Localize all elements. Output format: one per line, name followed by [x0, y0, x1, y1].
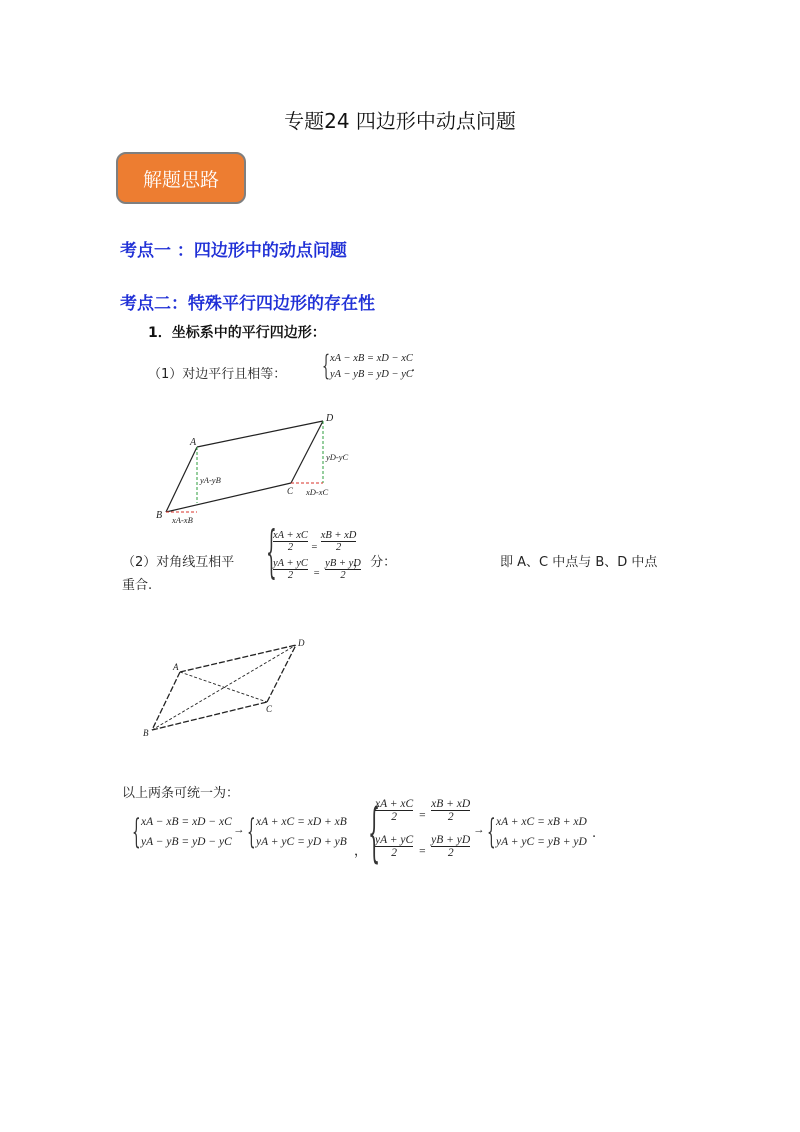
label-d: D: [298, 638, 305, 648]
label-c: C: [266, 704, 273, 714]
label-b: B: [143, 728, 149, 738]
case1-period: .: [411, 360, 416, 375]
case1-equation-system: [322, 349, 422, 386]
diagonal-ac: [180, 672, 267, 702]
section-1-heading: 1．坐标系中的平行四边形：: [148, 325, 326, 341]
solution-idea-badge: 解题思路: [116, 152, 246, 204]
summary-eq1a: xA − xB = xD − xC: [141, 816, 232, 828]
summary-eq1b: xA + xC = xD + xB: [256, 816, 347, 828]
case2-right-text: 即 A、C 中点与 B、D 中点: [500, 555, 658, 570]
case2-equation-system: [266, 520, 361, 590]
page-title: 专题24 四边形中动点问题: [284, 109, 516, 133]
summary-period: .: [592, 826, 597, 841]
case2-label: （2）对角线互相平: [122, 555, 235, 570]
label-a: A: [190, 437, 197, 448]
summary-eq1c: xA + xC = xB + xD: [496, 816, 587, 828]
parallelogram-figure-1: [150, 405, 370, 530]
label-yd-yc: yD-yC: [326, 452, 349, 462]
kaodian-1-heading: 考点一 ：四边形中的动点问题: [120, 241, 347, 261]
left-brace-icon: {: [266, 520, 277, 585]
case1-eq2: yA − yB = yD − yC: [330, 369, 413, 380]
label-b: B: [156, 510, 163, 521]
case2-eq1: $\frac{xA + xC}{2}$ = $\frac{xB + xD}{2}$: [273, 530, 357, 553]
label-ya-yb: yA-yB: [200, 475, 221, 485]
side-ab: [166, 447, 197, 512]
label-xd-xc: xD-xC: [306, 487, 329, 497]
summary-eq2c: yA + yC = yB + yD: [496, 836, 587, 848]
case2-label-cont: 重合.: [122, 578, 153, 593]
summary-eq2a: yA − yB = yD − yC: [141, 836, 232, 848]
case1-label: （1）对边平行且相等：: [148, 367, 287, 382]
side-cd: [291, 421, 323, 483]
summary-eq2b: yA + yC = yD + yB: [256, 836, 347, 848]
left-brace-icon: {: [368, 796, 381, 870]
side-ad: [197, 421, 323, 447]
case2-mid-text: ， 分：: [353, 555, 397, 570]
label-d: D: [326, 413, 334, 424]
left-brace-icon: {: [132, 812, 141, 852]
side-ad: [180, 645, 296, 672]
left-brace-icon: {: [487, 812, 496, 852]
left-brace-icon: {: [247, 812, 256, 852]
kaodian-2-heading: 考点二：特殊平行四边形的存在性: [120, 294, 375, 314]
arrow-icon-2: →: [473, 824, 485, 836]
parallelogram-figure-2: [140, 632, 320, 742]
label-c: C: [287, 486, 294, 496]
side-bc: [166, 483, 291, 512]
case2-eq2: $\frac{yA + yC}{2}$ = $\frac{yB + yD}{2}$: [273, 558, 361, 581]
case1-eq1: xA − xB = xD − xC: [330, 353, 413, 364]
summary-frac-eq1: $\frac{xA + xC}{2}$ = $\frac{xB + xD}{2}$: [375, 798, 471, 823]
label-xa-xb: xA-xB: [172, 515, 193, 525]
label-a: A: [173, 662, 179, 672]
summary-label: 以上两条可统一为：: [122, 786, 240, 801]
arrow-icon: →: [233, 824, 245, 836]
summary-comma: ，: [354, 844, 368, 859]
side-bc: [152, 702, 267, 730]
summary-frac-eq2: $\frac{yA + yC}{2}$ = $\frac{yB + yD}{2}$: [375, 834, 471, 859]
summary-equations: [132, 796, 602, 872]
left-brace-icon: {: [322, 349, 331, 382]
